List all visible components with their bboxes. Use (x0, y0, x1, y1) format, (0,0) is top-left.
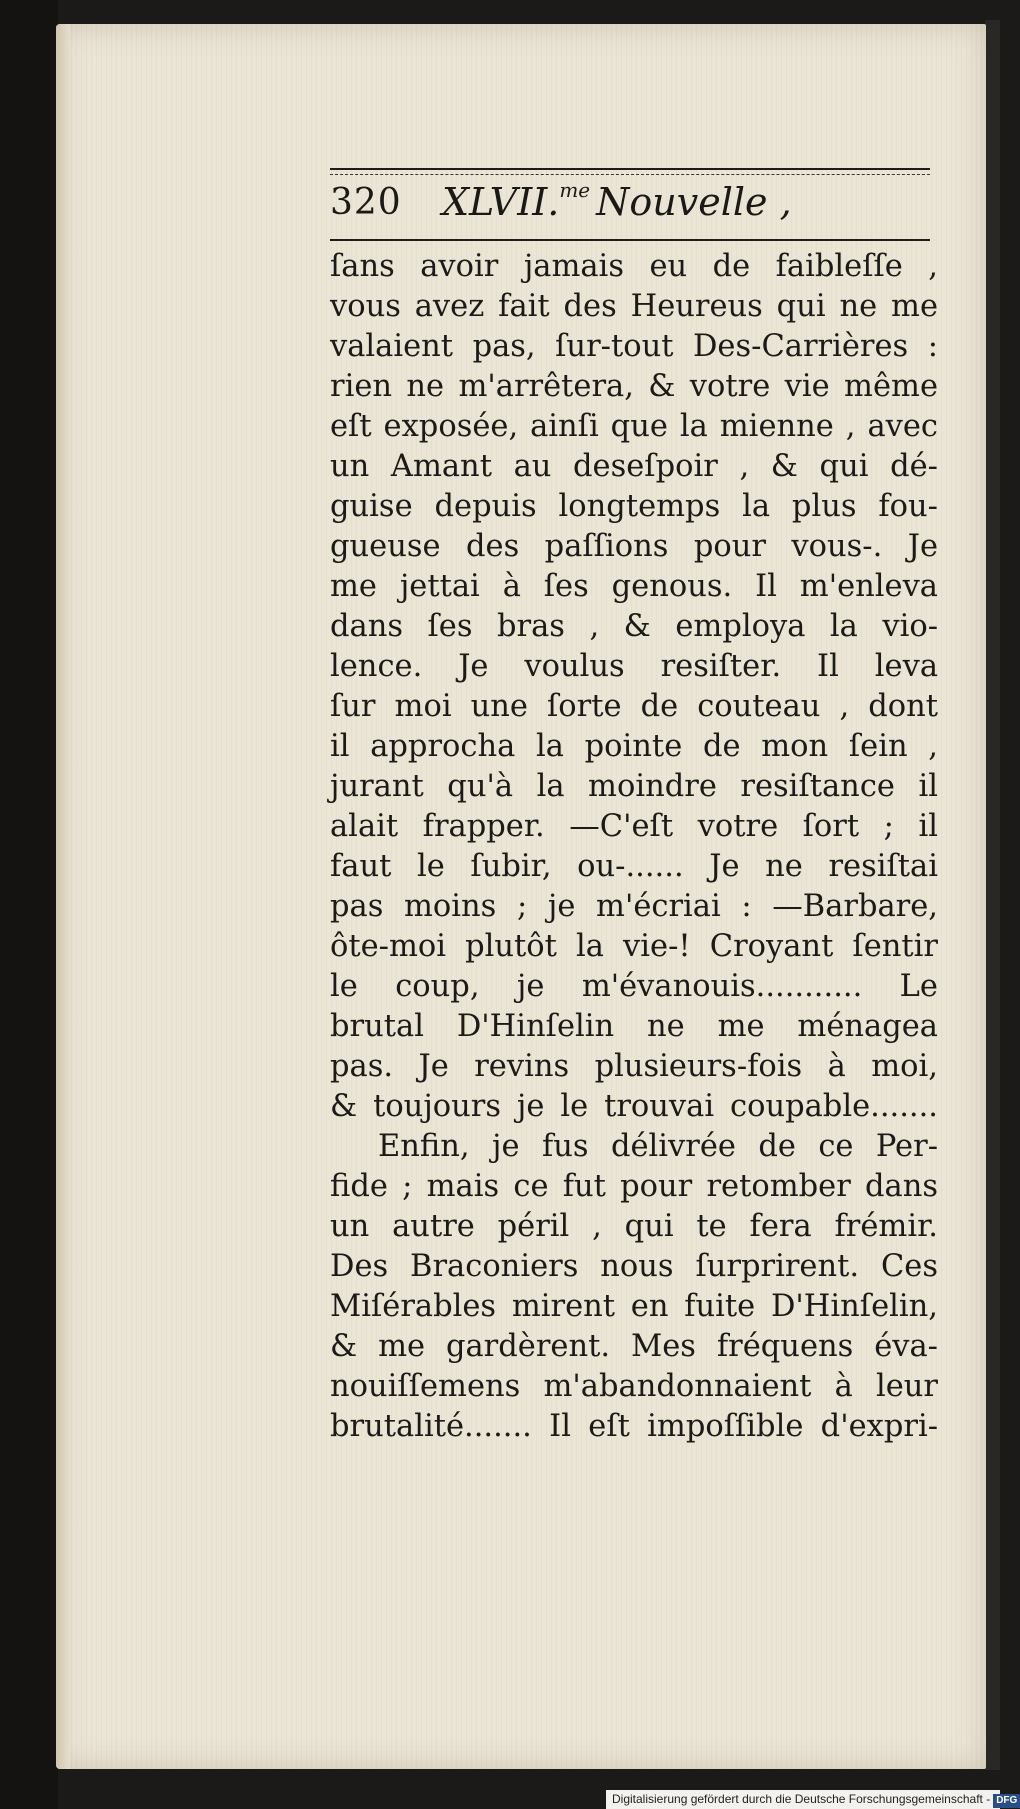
running-title (442, 178, 792, 224)
running-header (330, 178, 930, 236)
title-word: Nouvelle , (596, 180, 792, 224)
text-line: dans ſes bras , & employa la vio- (330, 609, 938, 644)
text-line: lence. Je voulus resiſter. Il leva (330, 649, 938, 684)
text-line: & me gardèrent. Mes fréquens éva- (330, 1329, 938, 1364)
text-line: le coup, je m'évanouis........... Le (330, 969, 938, 1004)
text-line: rien ne m'arrêtera, & votre vie même (330, 369, 938, 404)
text-line: & toujours je le trouvai coupable....... (330, 1089, 938, 1124)
left-background (0, 0, 58, 1809)
page-number: 320 (330, 182, 402, 223)
page-text (330, 247, 938, 1447)
footer-text: Digitalisierung gefördert durch die Deutsche Forschungsgemeinschaft - (612, 1792, 991, 1806)
text-line: Enfin, je fus délivrée de ce Per- (378, 1129, 938, 1164)
dfg-logo: DFG (993, 1794, 1020, 1808)
text-line: un Amant au deseſpoir , & qui dé- (330, 449, 938, 484)
right-background (985, 20, 1000, 1770)
text-line: il approcha la pointe de mon ſein , (330, 729, 938, 764)
title-superscript: me (559, 178, 591, 202)
header-rule-bottom (330, 239, 930, 241)
digitization-footer (606, 1790, 1018, 1809)
title-numeral: XLVII. (442, 180, 560, 224)
text-line: ſans avoir jamais eu de faibleſſe , (330, 249, 938, 284)
text-line: eſt exposée, ainſi que la mienne , avec (330, 409, 938, 444)
text-line: pas. Je revins plusieurs-fois à moi, (330, 1049, 938, 1084)
text-line: guise depuis longtemps la plus fou- (330, 489, 938, 524)
text-line: me jettai à ſes genous. Il m'enleva (330, 569, 938, 604)
text-line: gueuse des paſſions pour vous-. Je (330, 529, 938, 564)
header-rule-dashed (330, 174, 930, 175)
text-line: vous avez fait des Heureus qui ne me (330, 289, 938, 324)
text-line: Miſérables mirent en fuite D'Hinſelin, (330, 1289, 938, 1324)
text-line: ôte-moi plutôt la vie-! Croyant ſentir (330, 929, 938, 964)
text-line: valaient pas, ſur-tout Des-Carrières : (330, 329, 938, 364)
header-rule-top (330, 168, 930, 170)
text-line: ſur moi une ſorte de couteau , dont (330, 689, 938, 724)
text-line: Des Braconiers nous ſurprirent. Ces (330, 1249, 938, 1284)
text-line: nouiſſemens m'abandonnaient à leur (330, 1369, 938, 1404)
page-edge (56, 24, 70, 1769)
text-line: brutal D'Hinſelin ne me ménagea (330, 1009, 938, 1044)
text-line: faut le ſubir, ou-...... Je ne resiſtai (330, 849, 938, 884)
text-line: pas moins ; je m'écriai : —Barbare, (330, 889, 938, 924)
text-line: un autre péril , qui te fera frémir. (330, 1209, 938, 1244)
text-line: alait frapper. —C'eſt votre ſort ; il (330, 809, 938, 844)
text-line: brutalité....... Il eſt impoſſible d'expri- (330, 1409, 938, 1444)
text-line: jurant qu'à la moindre resiſtance il (330, 769, 938, 804)
text-line: fide ; mais ce fut pour retomber dans (330, 1169, 938, 1204)
